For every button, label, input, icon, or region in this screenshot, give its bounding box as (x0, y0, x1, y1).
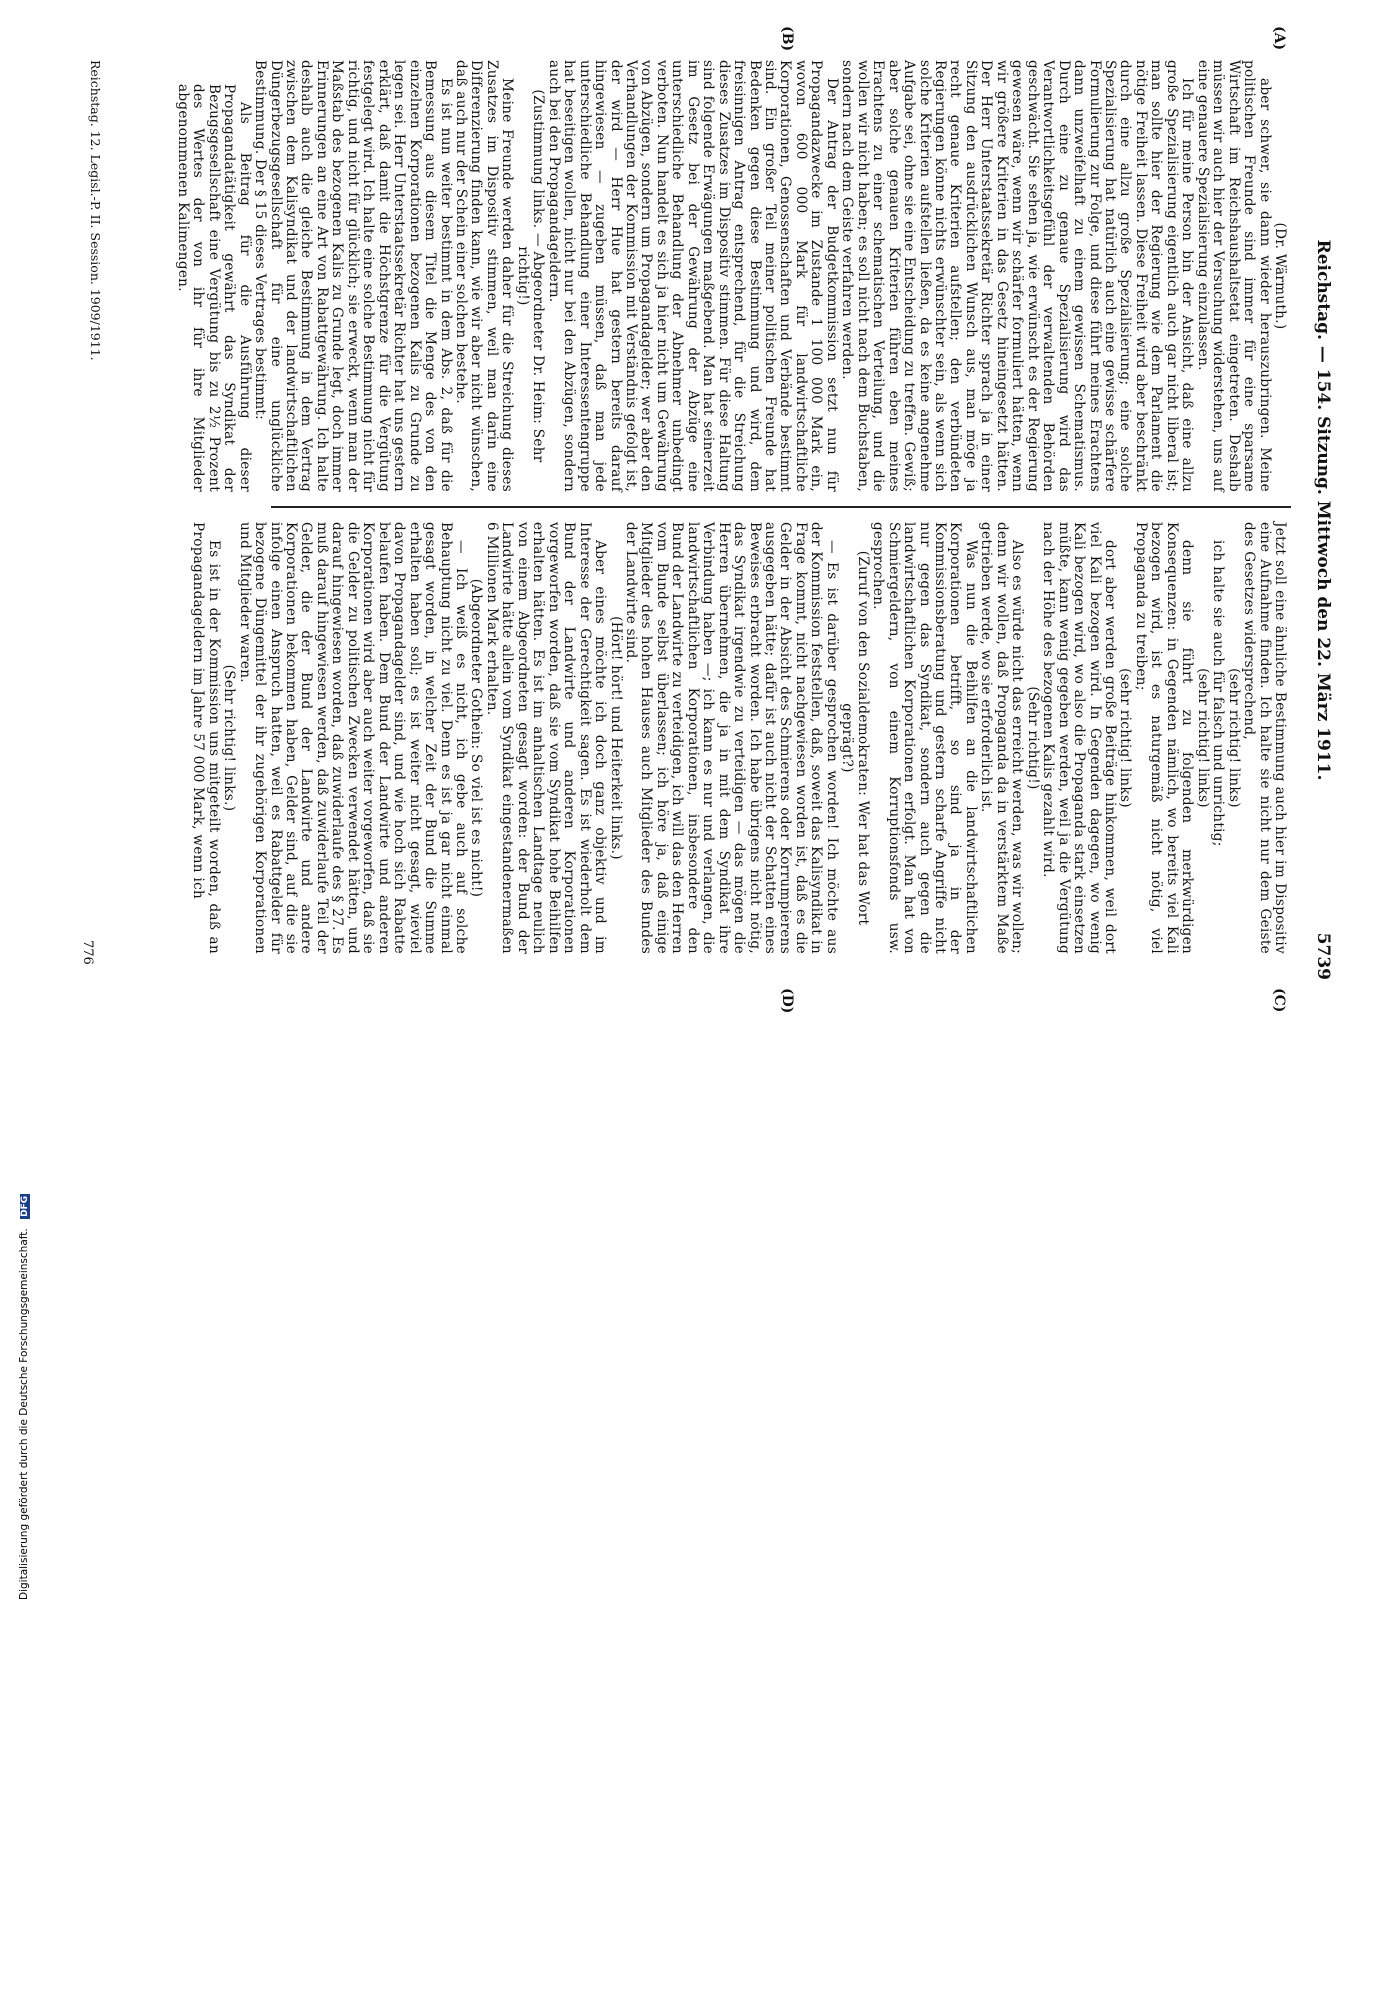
interjection: (sehr richtig! links) (1225, 668, 1242, 808)
interjection: (Hört! hört! und Heiterkeit links.) (607, 616, 624, 860)
paragraph: Also es würde nicht das erreicht werden, was wir wollen; denn wir wollen, daß Propaganda da in verstärktem Maße getrieben werde, wo sie erforderlich ist. (978, 522, 1026, 954)
rotated-document-sheet (45, 26, 1335, 1014)
column-divider (271, 506, 1291, 508)
margin-marker-a: (A) (1271, 26, 1287, 51)
margin-marker-c: (C) (1271, 988, 1287, 1013)
speaker-tag: (Dr. Wärmuth.) (1272, 222, 1288, 330)
paragraph: dort aber werden große Beiträge hinkommen, weil dort viel Kali bezogen wird. In Gegenden dagegen, wo wenig Kali bezogen wird, wo also die Propaganda stark einsetzen müßte, kann wenig gegeben werden, weil ja die Vergütung nach der Höhe des bezogenen Kalis gezahlt wird. (1040, 522, 1119, 954)
paragraph: Es ist in der Kommission uns mitgeteilt worden, daß an Propagandageldern im Jahre 57 000 Mark, wenn ich (190, 522, 222, 954)
paragraph: Meine Freunde werden daher für die Streichung dieses Zusatzes im Dispositiv stimmen, weil man darin eine Differenzierung finden kann, wie wir aber nicht wünschen, daß auch nur der Schein einer solchen bestehe. (452, 60, 516, 492)
interjection: (Sehr richtig!) (1024, 686, 1041, 790)
quoted-clause: Als Beitrag für die Ausführung dieser Propagandatätigkeit gewährt das Syndikat der Bezugsgesellschaft eine Vergütung bis zu 2½ Prozent des Wertes der von ihr für ihre Mitglieder abgenommenen Kalimengen. (174, 84, 253, 492)
left-column (174, 60, 1287, 492)
interjection: (sehr richtig! links) (1194, 668, 1211, 808)
paragraph: denn sie führt zu folgenden merkwürdigen Konsequenzen: in Gegenden nämlich, wo bereits viel Kali bezogen wird, ist es naturgemäß nicht nötig, viel Propaganda zu treiben; (1132, 522, 1196, 954)
footer-page-number: 776 (80, 940, 95, 965)
paragraph: — Ich weiß es nicht, ich gebe auch auf solche Behauptung nicht zu viel. Denn es ist ja gar nicht einmal gesagt worden, in welcher Zeit der Bund die Summe erhalten haben soll; es ist weiter nicht gesagt, wieviel davon Propagandagelder sind, und wie hoch sich Rabatte belaufen haben. Dem Bund der Landwirte und anderen Korporationen wird aber auch weiter vorgeworfen, daß sie die Gelder zu politischen Zwecken verwendet hätten, und darauf hingewiesen worden, daß zuwiderlaufe des § 27. Es muß darauf hingewiesen werden, daß zuwiderlaufe Teil der Gelder, die der Bund der Landwirte und andere Korporationen bekommen haben, Gelder sind, auf die sie infolge einen Anspruch hatten, weil es Rabattgelder für bezogene Düngemittel der ihr zugehörigen Korporationen und Mitglieder waren. (236, 522, 469, 954)
header-page-number: 5739 (1313, 932, 1333, 980)
interjection: (Sehr richtig! links.) (221, 664, 238, 812)
margin-marker-d: (D) (779, 988, 795, 1014)
paragraph: ich halte sie auch für falsch und unrichtig; (1210, 540, 1227, 847)
margin-marker-b: (B) (779, 26, 795, 52)
paragraph: Es ist nun weiter bestimmt in dem Abs. 2, daß für die Bemessung aus diesem Titel die Menge des von den einzelnen Korporationen bezogenen Kalis zu Grunde zu legen sei. Herr Unterstaatssekretär Richter hat uns gestern erklärt, daß damit die Höchstgrenze für die Vergütung festgelegt wird. Ich halte eine solche Bestimmung nicht für richtig, und nicht für glücklich; sie erweckt, wenn man der Maßstab des bezogenen Kalis zu Grunde legt, doch immer Erinnerungen an eine Art von Rabattgewährung. Ich halte deshalb auch die gleiche Bestimmung in dem Vertrag zwischen dem Kalisyndikat und der landwirtschaftlichen Düngerbezugsgesellschaft für eine unglückliche Bestimmung. Der § 15 dieses Vertrages bestimmt: (252, 60, 454, 492)
paragraph: Der Antrag der Budgetkommission setzt nun für Propagandazwecke im Zustande 1 100 000 Mark ein, wovon 600 000 Mark für landwirtschaftliche Korporationen, Genossenschaften und Verbände bestimmt sind. Ein großer Teil meiner politischen Freunde hat Bedenken gegen diese Bestimmung und wird, dem freisinnigen Antrag entsprechend, für die Streichung dieses Zusatzes im Dispositiv stimmen. Für diese Haltung sind folgende Erwägungen maßgebend. Man hat seinerzeit im Gesetz bei der Gewährung der Abzüge eine unterschiedliche Behandlung der Abnehmer unbedingt verboten. Nun handelt es sich ja hier nicht um Gewährung von Abzügen, sondern um Propagandagelder; wer aber den Verhandlungen der Kommission mit Verständnis gefolgt ist, der wird — Herr Hue hat gestern bereits darauf hingewiesen — zugeben müssen, daß man jede unterschiedliche Behandlung einer Interessentengruppe hat beseitigen wollen, nicht nur bei den Abzügen, sondern auch bei den Propagandageldern. (545, 60, 840, 492)
interjection: (Zuruf von den Sozialdemokraten: Wer hat das Wort geprägt?) (839, 550, 871, 926)
digitization-text: Digitalisierung gefördert durch die Deutsche Forschungsgemeinschaft. (18, 1228, 30, 1600)
interjection: (Zustimmung links. — Abgeordneter Dr. Heim: Sehr richtig!) (514, 89, 547, 463)
right-column (190, 522, 1287, 954)
dfg-logo: DFG (20, 1195, 30, 1217)
paragraph: Aber eines möchte ich doch ganz objektiv und im Interesse der Gerechtigkeit sagen. Es ist wiederholt dem Bund der Landwirte und anderen Korporationen vorgeworfen worden, daß sie vom Syndikat hohe Beihilfen erhalten hätten. Es ist im anhaltischen Landtage neulich von einem Abgeordneten gesagt worden: der Bund der Landwirte hätte allein vom Syndikat eingestandenermaßen 6 Millionen Mark erhalten. (483, 522, 609, 954)
header-title: Reichstag. — 154. Sitzung. Mittwoch den 22. März 1911. (1313, 239, 1333, 781)
paragraph: Jetzt soll eine ähnliche Bestimmung auch hier im Dispositiv eine Aufnahme finden. Ich halte sie nicht nur dem Geiste des Gesetzes widersprechend, (1241, 522, 1288, 954)
paragraph: — Es ist darüber gesprochen worden! Ich möchte aus der Kommission feststellen, daß, soweit das Kalisyndikat in Frage kommt, nicht nachgewiesen worden ist, daß es die Gelder in der Absicht des Schmierens oder Korrumpierens ausgegeben hätte; dafür ist auch nicht der Schatten eines Beweises erbracht worden. Ich habe übrigens nicht nötig, das Syndikat irgendwie zu verteidigen — das mögen die Herren übernehmen, die ja in mit dem Syndikat ihre Verbindung haben —; ich kann es nur und verlangen, die landwirtschaftlichen Korporationen, insbesondere den Bund der Landwirte zu verteidigen, ich will das den Herren vom Bunde selbst überlassen; ich höre ja, daß einige Mitglieder des hohen Hauses auch Mitglieder des Bundes der Landwirte sind. (622, 522, 840, 954)
paragraph: Was nun die Beihilfen an die landwirtschaftlichen Korporationen betrifft, so sind ja in der Kommissionsberatung und gestern scharfe Angriffe nicht nur gegen das Syndikat, sondern auch gegen die landwirtschaftlichen Korporationen erfolgt. Man hat von Schmiergeldern, von einem Korruptionsfonds usw. gesprochen. (870, 522, 979, 954)
digitization-strip (2, 1000, 30, 2000)
interjection: (Abgeordneter Gothein: So viel ist es nicht!) (468, 578, 485, 898)
paragraph: aber schwer, sie dann wieder herauszubringen. Meine politischen Freunde sind immer für eine sparsame Wirtschaft im Reichshaushaltsetat eingetreten. Deshalb müssen wir auch hier der Versuchung widerstehen, uns auf eine genauere Spezialisierung einzulassen. (1194, 60, 1273, 492)
footer-session-info: Reichstag. 12. Legisl.-P. II. Session. 1909/1911. (88, 60, 103, 361)
interjection: (sehr richtig! links) (1117, 668, 1134, 808)
digitization-note (18, 1194, 30, 1600)
page-header (1305, 40, 1335, 980)
paragraph: Ich für meine Person bin der Ansicht, daß eine allzu große Spezialisierung eigentlich auch gar nicht liberal ist; man sollte hier der Regierung wie dem Parlament die nötige Freiheit lassen. Diese Freiheit wird aber beschränkt durch eine allzu große Spezialisierung; eine solche Spezialisierung hat natürlich auch eine gewisse schärfere Formulierung zur Folge, und diese führt meines Erachtens dann unzweifelhaft zu einem gewissen Schematismus. Durch eine zu genaue Spezialisierung wird das Verantwortlichkeitsgefühl der verwaltenden Behörden geschwächt. Sie sehen ja, wie erwünscht es der Regierung gewesen wäre, wenn wir schärfer formuliert hätten, wenn wir größere Kriterien in das Gesetz hineingesetzt hätten. Der Herr Unterstaatssekretär Richter sprach ja in einer Sitzung den ausdrücklichen Wunsch aus, man möge ja recht genaue Kriterien aufstellen; den verbündeten Regierungen könne nichts erwünschter sein, als wenn sich solche Kriterien aufstellen ließen, da es keine angenehme Aufgabe sei, ohne sie eine Entscheidung zu treffen. Gewiß; aber solche genauen Kriterien führen eben meines Erachtens zu einer schematischen Verteilung, und die wollen wir nicht haben; es soll nicht nach dem Buchstaben, sondern nach dem Geiste verfahren werden. (839, 60, 1196, 492)
